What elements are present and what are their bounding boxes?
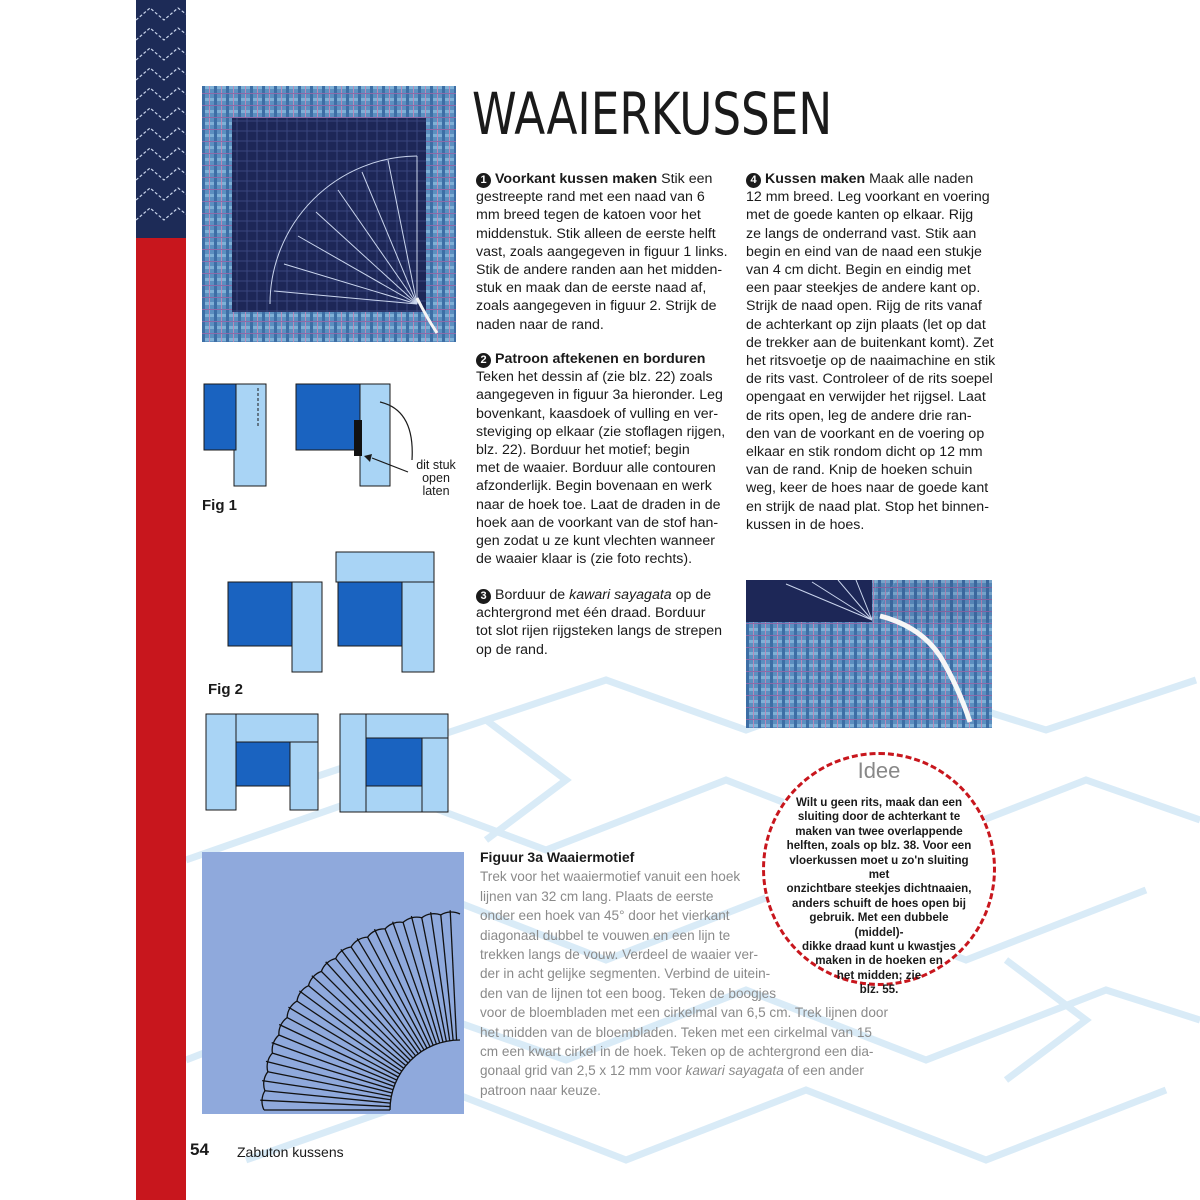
idea-line: gebruik. Met een dubbele (middel)-: [809, 911, 949, 939]
idea-line: helften, zoals op blz. 38. Voor een: [786, 839, 972, 853]
step-2-text: naar de hoek toe. Laat de draden in de: [476, 496, 721, 513]
step-1-text: mm breed tegen de katoen voor het: [476, 207, 701, 224]
step-4-text: Maak alle naden: [869, 171, 974, 187]
figure-3a-text-span: gonaal grid van 2,5 x 12 mm voor: [480, 1063, 686, 1079]
step-4-text: en strijk de naad plat. Stop het binnen-: [746, 498, 989, 515]
idea-line: onzichtbare steekjes dichtnaaien,: [786, 882, 972, 896]
figure-1-note-line: laten: [422, 484, 450, 498]
step-4-text: de rits open, leg de andere drie ran-: [746, 407, 972, 424]
step-4-text: de rits vast. Controleer of de rits soepel: [746, 371, 993, 388]
step-4-text: de achterkant op zijn plaats (let op dat: [746, 316, 986, 333]
step-2-text: steviging op elkaar (zie stoflagen rijgen,: [476, 423, 726, 440]
step-1-heading: Voorkant kussen maken: [495, 171, 658, 187]
step-2-block: [476, 350, 738, 568]
step-4-text: den van de voorkant en de voering op: [746, 425, 985, 442]
step-2-text: Teken het dessin af (zie blz. 22) zoals: [476, 369, 713, 386]
step-4-text: weg, keer de hoes naar de goede kant: [746, 480, 989, 497]
step-3-italic: kawari sayagata: [569, 587, 672, 603]
step-4-heading: Kussen maken: [765, 171, 866, 187]
step-number-badge: 1: [476, 173, 491, 188]
step-1-text: naden naar de rand.: [476, 316, 604, 333]
figure-1-note-line: open: [422, 471, 450, 485]
figure-1-note-line: dit stuk: [416, 458, 456, 472]
step-4-text: kussen in de hoes.: [746, 516, 865, 533]
step-number-badge: 2: [476, 353, 491, 368]
idea-line: maken van twee overlappende: [795, 824, 963, 838]
step-4-text: de trekker aan de buitenkant komt). Zet: [746, 334, 994, 351]
step-1-line: [476, 170, 738, 188]
idea-line: vloerkussen moet u zo'n sluiting met: [789, 853, 969, 882]
figure-3a-text-line: lijnen van 32 cm lang. Plaats de eerste: [480, 888, 714, 904]
step-4-line: [746, 170, 1004, 188]
step-1-text: stuk en maak dan de eerste naad af,: [476, 280, 707, 297]
step-1-text: Stik een: [661, 171, 713, 187]
figure-3a-text-line: Trek voor het waaiermotief vanuit een hoek: [480, 869, 741, 885]
step-3-text: achtergrond met één draad. Borduur: [476, 605, 706, 622]
step-2-text: blz. 22). Borduur het motief; begin: [476, 442, 690, 459]
figure-3a-text-line: [480, 1061, 940, 1080]
idea-line: anders schuift de hoes open bij: [792, 896, 966, 910]
idea-title: Idee: [857, 758, 901, 783]
figure-1-label: Fig 1: [202, 497, 238, 514]
figure-3a-text-span: of een ander: [783, 1063, 864, 1079]
step-1-text: zoals aangegeven in figuur 2. Strijk de: [476, 298, 717, 315]
left-band-red: [136, 238, 186, 1200]
step-4-text: 12 mm breed. Leg voorkant en voering: [746, 189, 990, 206]
step-2-text: bovenkant, kaasdoek of vulling en ver-: [476, 405, 719, 422]
step-1-text: middenstuk. Stik alleen de eerste helft: [476, 225, 716, 242]
step-4-text: begin en eind van de naad een stukje: [746, 243, 982, 260]
idea-line: het midden; zie: [836, 968, 922, 982]
figure-3a-text-line: der in acht gelijke segmenten. Verbind de uitein-: [480, 966, 771, 982]
step-4-text: ze langs de onderrand vast. Stik aan: [746, 225, 977, 242]
figure-3a-text-line: patroon naar keuze.: [480, 1082, 601, 1098]
step-4-text: met de goede kanten op elkaar. Rijg: [746, 207, 974, 224]
step-1-text: Stik de andere randen aan het midden-: [476, 262, 723, 279]
figure-3a-heading: Figuur 3a Waaiermotief: [480, 849, 635, 865]
step-2-text: hoek aan de voorkant van de stof han-: [476, 514, 719, 531]
step-3-line: [476, 586, 746, 604]
step-4-text: elkaar en stik rondom dicht op 12 mm: [746, 444, 983, 461]
idea-line: dikke draad kunt u kwastjes: [802, 940, 956, 954]
step-4-text: opengaat en verwijder het rijgsel. Laat: [746, 389, 986, 406]
step-4-text: Strijk de naad open. Rijg de rits vanaf: [746, 298, 982, 315]
step-4-block: [746, 170, 1004, 534]
step-1-text: vast, zoals aangegeven in figuur 1 links.: [476, 243, 728, 260]
figure-2b-diagram: [204, 712, 454, 816]
step-3-text: op de: [671, 587, 712, 603]
step-2-text: met de waaier. Borduur alle contouren: [476, 460, 716, 477]
figure-3a-text-line: cm een kwart cirkel in de hoek. Teken op de achtergrond een dia-: [480, 1044, 874, 1060]
step-2-text: gen zodat u ze kunt vlechten wanneer: [476, 533, 715, 550]
figure-2-label: Fig 2: [208, 681, 244, 698]
figure-2-diagram: [224, 548, 444, 678]
figure-3a-text-line: trekken langs de vouw. Verdeel de waaier ver-: [480, 947, 759, 963]
step-3-block: [476, 586, 746, 659]
step-3-text: Borduur de: [495, 587, 570, 603]
step-4-text: van de rand. Knip de hoeken schuin: [746, 462, 973, 479]
figure-3a-text-line: diagonaal dubbel te vouwen en een lijn te: [480, 927, 731, 943]
step-2-line: [476, 350, 738, 368]
step-2-text: de waaier klaar is (zie foto rechts).: [476, 551, 693, 568]
tassel-detail-photo: [746, 580, 992, 728]
figure-1-note: [406, 459, 466, 498]
idea-line: Wilt u geen rits, maak dan een: [795, 796, 963, 809]
step-4-text: van 4 cm dicht. Begin en eindig met: [746, 262, 971, 279]
idea-line: sluiting door de achterkant te: [797, 810, 961, 824]
sashiko-pattern-strip: [136, 0, 186, 238]
step-number-badge: 3: [476, 589, 491, 604]
figure-3a-text-line: voor de bloembladen met een cirkelmal van 6,5 cm. Trek lijnen door: [480, 1005, 889, 1021]
step-3-text: tot slot rijen rijgsteken langs de strepen: [476, 623, 723, 640]
step-number-badge: 4: [746, 173, 761, 188]
figure-3a-text-line: het midden van de bloembladen. Teken met een cirkelmal van 15: [480, 1024, 872, 1040]
page-title: WAAIERKUSSEN: [472, 80, 833, 148]
figure-3a-italic: kawari sayagata: [685, 1063, 784, 1079]
figure-3a-text-line: den van de lijnen tot een boog. Teken de boogjes: [480, 985, 777, 1001]
step-1-text: gestreepte rand met een naad van 6: [476, 189, 705, 206]
step-2-text: afzonderlijk. Begin bovenaan en werk: [476, 478, 712, 495]
section-name: Zabuton kussens: [237, 1144, 344, 1160]
step-1-block: [476, 170, 738, 334]
figure-3a-caption: [480, 848, 940, 1100]
figure-3a-text-line: onder een hoek van 45° door het vierkant: [480, 908, 730, 924]
idea-line: maken in de hoeken en: [815, 954, 943, 968]
page-number: 54: [190, 1140, 209, 1159]
idea-line: blz. 55.: [859, 983, 899, 997]
step-3-text: op de rand.: [476, 641, 548, 658]
step-2-text: aangegeven in figuur 3a hieronder. Leg: [476, 387, 723, 404]
cushion-photo: [202, 86, 456, 342]
step-4-text: het ritsvoetje op de naaimachine en stik: [746, 353, 996, 370]
figure-3a-fan-motif: [202, 852, 464, 1114]
step-2-heading: Patroon aftekenen en borduren: [495, 351, 706, 367]
step-4-text: een paar steekjes de andere kant op.: [746, 280, 981, 297]
